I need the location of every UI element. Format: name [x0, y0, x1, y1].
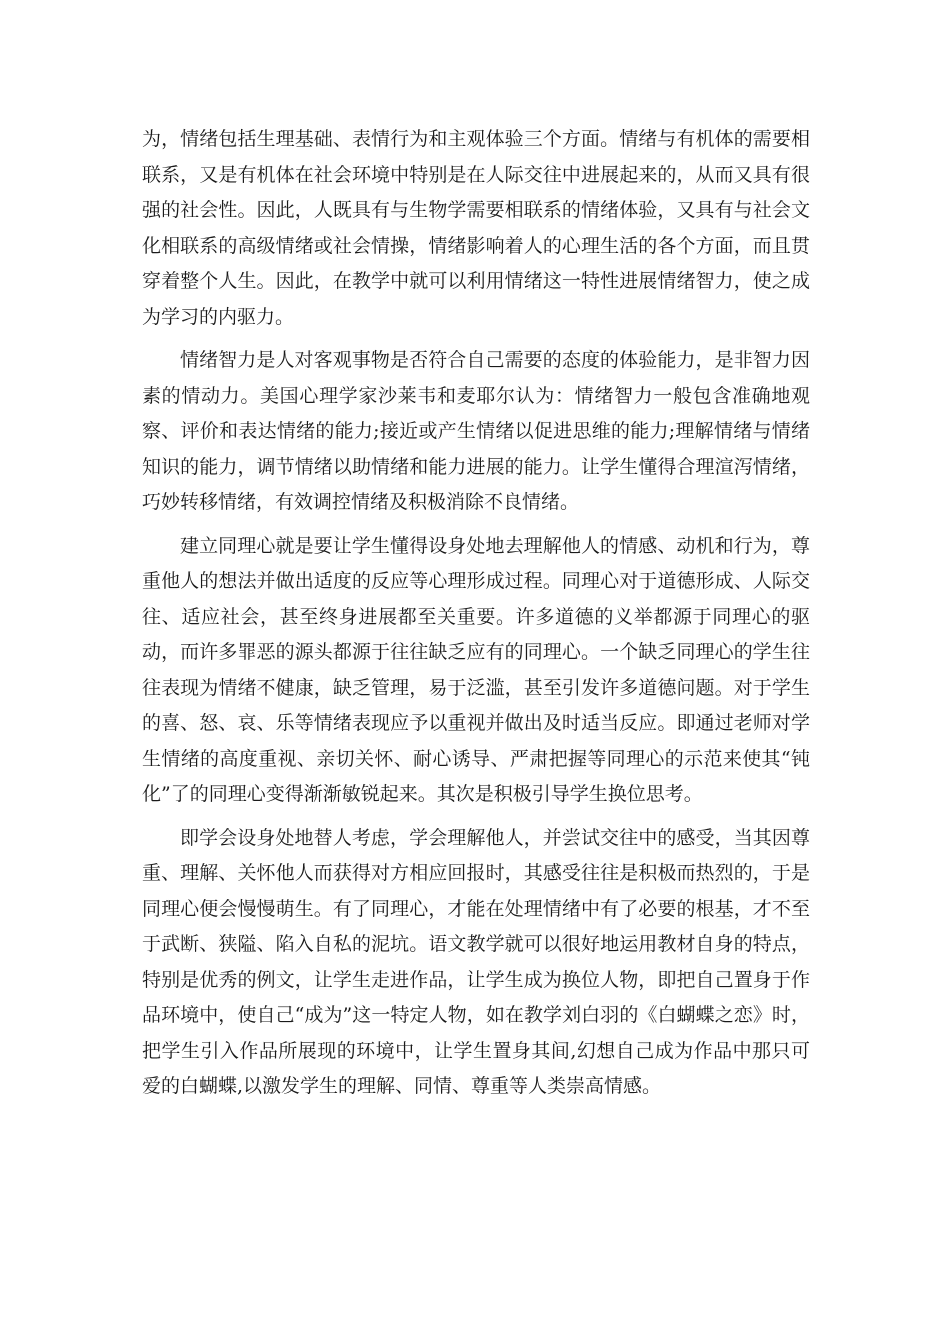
paragraph-emotional-intelligence: 情绪智力是人对客观事物是否符合自己需要的态度的体验能力，是非智力因素的情动力。美国心理学家沙莱韦和麦耶尔认为：情绪智力一般包含准确地观察、评价和表达情绪的能力;接近或产生情绪以促进思维的能力;理解情绪与情绪知识的能力，调节情绪以助情绪和能力进展的能力。让学生懂得合理渲泻情绪，巧妙转移情绪，有效调控情绪及积极消除不良情绪。 — [142, 349, 810, 513]
paragraph-continuation: 为，情绪包括生理基础、表情行为和主观体验三个方面。情绪与有机体的需要相联系，又是有机体在社会环境中特别是在人际交往中进展起来的，从而又具有很强的社会性。因此，人既具有与生物学需要相联系的情绪体验，又具有与社会文化相联系的高级情绪或社会情操，情绪影响着人的心理生活的各个方面，而且贯穿着整个人生。因此，在教学中就可以利用情绪这一特性进展情绪智力，使之成为学习的内驱力。 — [142, 128, 810, 328]
document-body — [142, 122, 810, 1113]
paragraph-perspective-taking: 即学会设身处地替人考虑，学会理解他人，并尝试交往中的感受，当其因尊重、理解、关怀他人而获得对方相应回报时，其感受往往是积极而热烈的，于是同理心便会慢慢萌生。有了同理心，才能在处理情绪中有了必要的根基，才不至于武断、狭隘、陷入自私的泥坑。语文教学就可以很好地运用教材自身的特点，特别是优秀的例文，让学生走进作品，让学生成为换位人物，即把自己置身于作品环境中，使自己“成为”这一特定人物，如在教学刘白羽的《白蝴蝶之恋》时，把学生引入作品所展现的环境中，让学生置身其间,幻想自己成为作品中那只可爱的白蝴蝶,以激发学生的理解、同情、尊重等人类崇高情感。 — [142, 826, 810, 1097]
paragraph-empathy: 建立同理心就是要让学生懂得设身处地去理解他人的情感、动机和行为，尊重他人的想法并做出适度的反应等心理形成过程。同理心对于道德形成、人际交往、适应社会，甚至终身进展都至关重要。许多道德的义举都源于同理心的驱动，而许多罪恶的源头都源于往往缺乏应有的同理心。一个缺乏同理心的学生往往表现为情绪不健康，缺乏管理，易于泛滥，甚至引发许多道德问题。对于学生的喜、怒、哀、乐等情绪表现应予以重视并做出及时适当反应。即通过老师对学生情绪的高度重视、亲切关怀、耐心诱导、严肃把握等同理心的示范来使其“钝化”了的同理心变得渐渐敏锐起来。其次是积极引导学生换位思考。 — [142, 534, 810, 805]
